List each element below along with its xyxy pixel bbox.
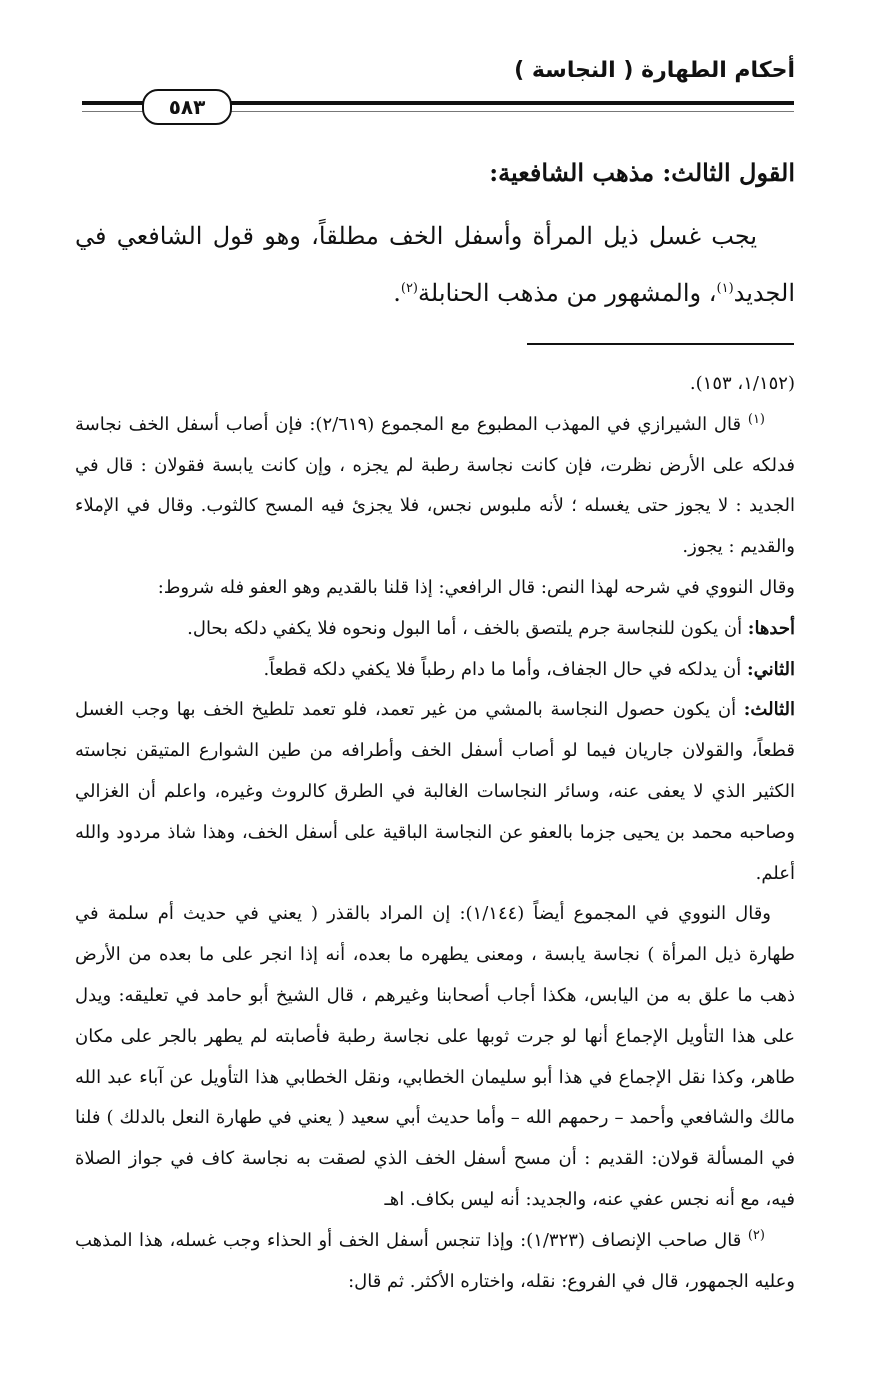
main-paragraph-end: .: [393, 279, 401, 307]
footnote-ref-2: (٢): [400, 281, 418, 296]
footnote-1-text: قال الشيرازي في المهذب المطبوع مع المجموع (٢/٦١٩): فإن أصاب أسفل الخف نجاسة فدلكه على الأرض نظرت، فإن كانت نجاسة رطبة لم يجزه ، وإن كانت يابسة فقولان : قال في الجديد : لا يجوز حتى يغسله ؛ لأنه ملبوس نجس، فلا يجزئ فيه المسح كالثوب. وقال في الإملاء والقديم : يجوز.: [75, 413, 795, 558]
footnote-2-text: قال صاحب الإنصاف (١/٣٢٣): وإذا تنجس أسفل الخف أو الحذاء وجب غسله، هذا المذهب وعليه الجمهور، قال في الفروع: نقله، واختاره الأكثر. ثم قال:: [75, 1229, 795, 1292]
footnote-1-condition-2: [75, 650, 795, 691]
condition-3-label: الثالث:: [743, 699, 795, 721]
footnote-2-marker: (٢): [747, 1227, 765, 1243]
main-text: [75, 208, 795, 322]
page-number: ٥٨٣: [142, 89, 232, 125]
footnote-1-marker: (١): [747, 411, 765, 427]
condition-1-label: أحدها:: [747, 617, 795, 639]
condition-1-text: أن يكون للنجاسة جرم يلتصق بالخف ، أما البول ونحوه فلا يكفي دلكه بحال.: [187, 617, 748, 639]
footnote-1: [75, 405, 795, 568]
footnotes: [75, 364, 795, 1302]
condition-3-text: أن يكون حصول النجاسة بالمشي من غير تعمد، فلو تعمد تلطيخ الخف بها وجب الغسل قطعاً، والقولان جاريان فيما لو أصاب أسفل الخف وأطرافه من طين الشوارع المتيقن نجاسته الكثير الذي لا يعفى عنه، وسائر النجاسات الغالبة في الطرق كالروث وغيره، واعلم أن الغزالي وصاحبه محمد بن يحيى جزما بالعفو عن النجاسة الباقية على أسفل الخف، وهذا شاذ مردود والله أعلم.: [75, 699, 795, 884]
section-heading: القول الثالث: مذهب الشافعية:: [489, 158, 795, 187]
footnote-separator: [527, 343, 794, 345]
footnote-carry-over: (١/١٥٢، ١٥٣).: [689, 373, 795, 394]
condition-2-text: أن يدلكه في حال الجفاف، وأما ما دام رطباً فلا يكفي دلكه قطعاً.: [263, 658, 747, 680]
footnote-1-nawawi-intro: وقال النووي في شرحه لهذا النص: قال الرافعي: إذا قلنا بالقديم وهو العفو فله شروط:: [157, 576, 795, 598]
footnote-ref-1: (١): [716, 281, 734, 296]
footnote-1-condition-3: [75, 690, 795, 894]
footnote-1-nawawi-second: وقال النووي في المجموع أيضاً (١/١٤٤): إن المراد بالقذر ( يعني في حديث أم سلمة في طهارة ذيل المرأة ) نجاسة يابسة ، ومعنى يطهره ما بعده، أنه إذا انجر على ما بعده من الأرض ذهب ما علق به من اليابس، هكذا أجاب أصحابنا وغيرهم ، قال الشيخ أبو حامد في تعليقه: ويدل على هذا التأويل الإجماع أنها لو جرت ثوبها على نجاسة رطبة فأصابته لم يطهر بالجر على مكان طاهر، وكذا نقل الإجماع في هذا أبو سليمان الخطابي، ونقل الخطابي هذا التأويل عن آباء عبد الله مالك والشافعي وأحمد – رحمهم الله – وأما حديث أبي سعيد ( يعني في طهارة النعل بالدلك ) فلنا في المسألة قولان: القديم : أن مسح أسفل الخف الذي لصقت به نجاسة كاف في جواز الصلاة فيه، مع أنه نجس عفي عنه، والجديد: أنه ليس بكاف. اهـ: [75, 903, 795, 1210]
main-paragraph-part1: يجب غسل ذيل المرأة وأسفل الخف مطلقاً، وهو قول الشافعي في الجديد: [75, 222, 795, 307]
footnote-1-condition-1: [75, 609, 795, 650]
main-paragraph-part2: ، والمشهور من مذهب الحنابلة: [418, 279, 717, 307]
condition-2-label: الثاني:: [746, 658, 795, 680]
main-paragraph: [75, 208, 795, 322]
running-header-title: أحكام الطهارة ( النجاسة ): [514, 58, 795, 83]
footnote-2: [75, 1221, 795, 1303]
